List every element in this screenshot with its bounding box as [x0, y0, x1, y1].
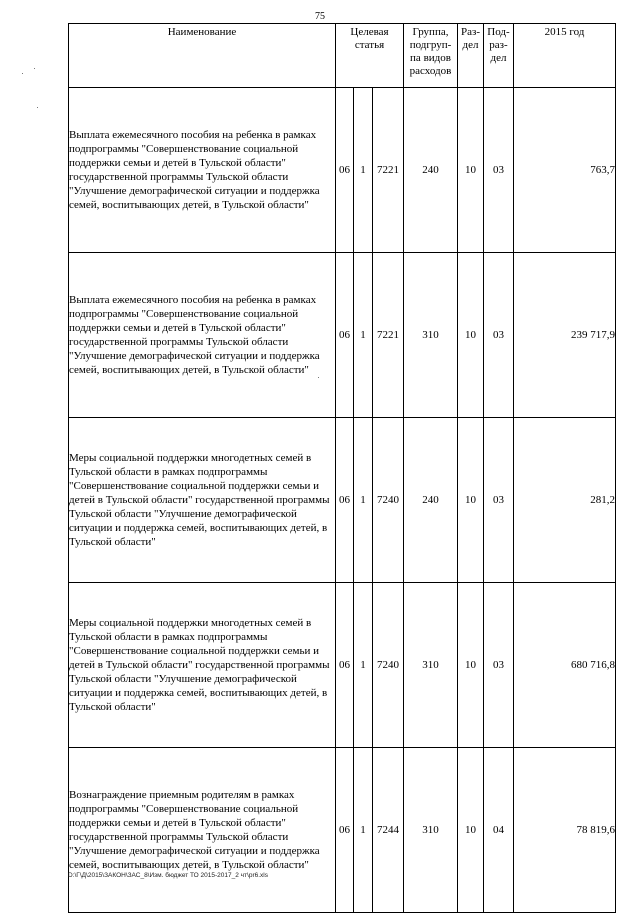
table-row: [69, 418, 616, 583]
row-name: Выплата ежемесячного пособия на ребенка в рамках подпрограммы "Совершенствование социальной поддержки семьи и детей в Тульской области" государственной программы Тульской области "Улучшение демографической ситуации и поддержка семей, воспитывающих детей, в Тульской области": [69, 253, 336, 418]
row-direction-code: 7244: [373, 748, 404, 913]
table-row: [69, 748, 616, 913]
row-direction-code: 7240: [373, 418, 404, 583]
row-subsection: 03: [484, 88, 514, 253]
header-expense-group: Группа, подгруп- па видов расходов: [404, 24, 458, 88]
row-section: 10: [458, 418, 484, 583]
scan-speck: [22, 73, 23, 74]
row-subsection: 03: [484, 253, 514, 418]
header-name: Наименование: [69, 24, 336, 88]
row-expense-group: 310: [404, 253, 458, 418]
header-section: Раз- дел: [458, 24, 484, 88]
row-amount: 78 819,6: [514, 748, 616, 913]
row-subsection: 03: [484, 418, 514, 583]
row-program-code: 06: [336, 418, 354, 583]
row-subprogram-code: 1: [354, 418, 373, 583]
row-amount: 680 716,8: [514, 583, 616, 748]
row-name: Меры социальной поддержки многодетных семей в Тульской области в рамках подпрограммы "Совершенствование социальной поддержки семьи и детей в Тульской области" государственной программы Тульской области "Улучшение демографической ситуации и поддержка семей, воспитывающих детей, в Тульской области": [69, 418, 336, 583]
row-section: 10: [458, 253, 484, 418]
row-amount: 281,2: [514, 418, 616, 583]
header-year: 2015 год: [514, 24, 616, 88]
file-path-footer: D:\Г\Д\2015\ЗАКОН\ЗАС_8\Изм. бюджет ТО 2015-2017_2 чт\pr6.xls: [68, 872, 268, 879]
row-amount: 239 717,9: [514, 253, 616, 418]
header-subsection: Под- раз- дел: [484, 24, 514, 88]
scan-speck: [37, 107, 38, 108]
row-direction-code: 7221: [373, 88, 404, 253]
row-program-code: 06: [336, 583, 354, 748]
header-target-article: Целевая статья: [336, 24, 404, 88]
row-direction-code: 7221: [373, 253, 404, 418]
row-expense-group: 310: [404, 748, 458, 913]
row-name: Меры социальной поддержки многодетных семей в Тульской области в рамках подпрограммы "Совершенствование социальной поддержки семьи и детей в Тульской области" государственной программы Тульской области "Улучшение демографической ситуации и поддержка семей, воспитывающих детей, в Тульской области": [69, 583, 336, 748]
row-subprogram-code: 1: [354, 253, 373, 418]
row-section: 10: [458, 748, 484, 913]
row-amount: 763,7: [514, 88, 616, 253]
table-row: [69, 88, 616, 253]
row-subsection: 04: [484, 748, 514, 913]
row-subprogram-code: 1: [354, 583, 373, 748]
table-header-row: [69, 24, 616, 88]
row-program-code: 06: [336, 748, 354, 913]
row-expense-group: 240: [404, 88, 458, 253]
row-expense-group: 310: [404, 583, 458, 748]
row-subprogram-code: 1: [354, 748, 373, 913]
table-row: [69, 583, 616, 748]
table-row: [69, 253, 616, 418]
row-expense-group: 240: [404, 418, 458, 583]
page-number: 75: [315, 11, 325, 22]
row-direction-code: 7240: [373, 583, 404, 748]
row-program-code: 06: [336, 88, 354, 253]
row-program-code: 06: [336, 253, 354, 418]
row-section: 10: [458, 88, 484, 253]
row-subsection: 03: [484, 583, 514, 748]
scan-speck: [318, 377, 319, 378]
budget-table: [68, 23, 616, 913]
row-name: Выплата ежемесячного пособия на ребенка в рамках подпрограммы "Совершенствование социальной поддержки семьи и детей в Тульской области" государственной программы Тульской области "Улучшение демографической ситуации и поддержка семей, воспитывающих детей, в Тульской области": [69, 88, 336, 253]
row-section: 10: [458, 583, 484, 748]
row-name: Вознаграждение приемным родителям в рамках подпрограммы "Совершенствование социальной поддержки семьи и детей в Тульской области" государственной программы Тульской области "Улучшение демографической ситуации и поддержка семей, воспитывающих детей, в Тульской области": [69, 748, 336, 913]
scan-speck: [34, 68, 35, 69]
row-subprogram-code: 1: [354, 88, 373, 253]
